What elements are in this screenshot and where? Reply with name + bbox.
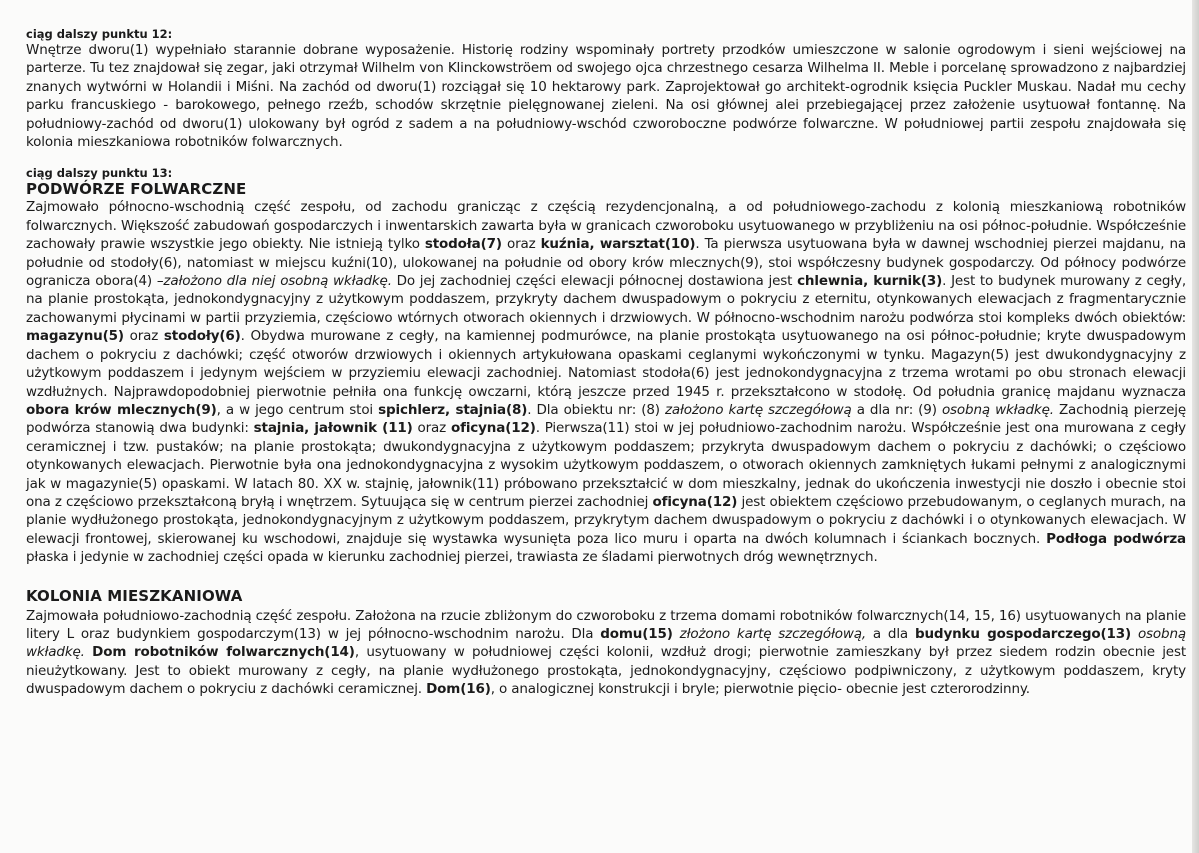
text-run: płaska i jedynie w zachodniej części opada w kierunku zachodniej pierzei, trawiasta ze śladami pierwotnych dróg wewnętrznych. [26, 549, 878, 566]
bold-text: Dom(16) [426, 681, 491, 698]
text-run: , a w jego centrum stoi [216, 401, 379, 418]
bold-text: oficyna(12) [450, 420, 536, 437]
text-run: Zajmowało północno-wschodnią część zespołu, od zachodu granicząc z częścią rezydencjonalną, a od południowego-zachodu z kolonią mieszkaniową robotników folwarcznych. Większość zabudowań gospodarczych i inwentarskich zawarta była w granicach czworoboku usytuowanego w przybliżeniu na osi północ-południe. Współcześnie zachowały prawie wszystkie jego obiekty. Nie istnieją tylko [26, 199, 1186, 253]
section-continuation-13 [26, 166, 1186, 566]
section-continuation-12 [26, 27, 1186, 151]
continuation-label-13: ciąg dalszy punktu 13: [26, 166, 173, 181]
text-run: oraz [412, 420, 451, 437]
text-run: , usytuowany w południowej części kolonii, wzdłuż drogi; pierwotnie zamieszkany był przez siedem rodzin obecnie jest nieużytkowany. Jest to obiekt murowany z cegły, na planie wydłużonego prostokąta, jednokondygnacyjny, częściowo podpiwniczony, z użytkowym poddaszem, kryty dwuspadowym dachem o pokryciu z dachówki ceramicznej. [26, 644, 1186, 698]
bold-text: budynku gospodarczego(13) [914, 625, 1132, 642]
section-kolonia [26, 587, 1186, 699]
continuation-label-12: ciąg dalszy punktu 12: [26, 27, 173, 41]
text-run: oraz [501, 236, 541, 253]
bold-text: spichlerz, stajnia(8) [378, 401, 528, 418]
italic-text: –założono dla niej osobną wkładkę. [156, 273, 392, 290]
text-run: , o analogicznej konstrukcji i bryle; pierwotnie pięcio- obecnie jest czterorodzinny. [490, 681, 1030, 698]
paragraph-podworze [26, 198, 1186, 566]
bold-text: stajnia, jałownik (11) [253, 420, 413, 437]
page-content [26, 27, 1186, 699]
paragraph-kolonia [26, 607, 1186, 699]
italic-text: założono kartę szczegółową [664, 401, 852, 418]
bold-text: kuźnia, warsztat(10) [540, 236, 696, 253]
bold-text: Podłoga podwórza [1046, 530, 1186, 547]
text-run: oraz [123, 328, 164, 345]
text-run: Do jej zachodniej części elewacji północnej dostawiona jest [391, 273, 798, 290]
italic-text: osobną wkładkę. [26, 625, 1186, 661]
text-run: . Obydwa murowane z cegły, na kamiennej podmurówce, na planie prostokąta usytuowanego na osi północ-południe; kryte dwuspadowym dachem o pokryciu z dachówki; część otworów drzwiowych i okiennych artykułowana opaskami ceglanymi wykończonymi w tynku. Magazyn(5) jest dwukondygnacyjny z użytkowym poddaszem i jedynym wejściem w przyziemiu elewacji zachodniej. Natomiast stodoła(6) jest jednokondygnacyjna z trzema wrotami po obu stronach elewacji wzdłużnych. Najprawdopodobniej pierwotnie pełniła ona funkcję owczarni, którą jeszcze przed 1945 r. przekształcono w stodołę. Od południa granicę majdanu wyznacza [26, 328, 1187, 400]
text-run: . Ta pierwsza usytuowana była w dawnej wschodniej pierzei majdanu, na południe od stodoły(6), natomiast w miejscu kuźni(10), ulokowanej na południe od obory krów mlecznych(9), stoi współczesny budynek gospodarczy. Od północy podwórze ogranicza obora(4) [26, 236, 1186, 290]
text-run: Zajmowała południowo-zachodnią część zespołu. Założona na rzucie zbliżonym do czworoboku z trzema domami robotników folwarcznych(14, 15, 16) usytuowanych na planie litery L oraz budynkiem gospodarczym(13) w jej północno-wschodnim narożu. Dla [26, 607, 1186, 642]
italic-text: osobną wkładkę. [941, 401, 1054, 418]
text-run: . Pierwsza(11) stoi w jej południowo-zachodnim narożu. Współcześnie jest ona murowana z cegły ceramicznej i tzw. pustaków; na planie prostokąta; dwukondygnacyjna z użytkowym poddaszem; przykryta dwuspadowym dachem o pokryciu z dachówki; o częściowo otynkowanych elewacjach. Pierwotnie była ona jednokondygnacyjna z wysokim użytkowym poddaszem, o otworach okiennych zamkniętych łukami pełnymi z analogicznymi jak w magazynie(5) opaskami. W latach 80. XX w. stajnię, jałownik(11) próbowano przekształcić w dom mieszkalny, jednak do ukończenia inwestycji nie doszło i obecnie stoi ona z częściowo przekształconą bryłą i wnętrzem. Sytuująca się w centrum pierzei zachodniej [26, 420, 1187, 510]
bold-text: stodoły(6) [163, 328, 241, 345]
bold-text: Dom robotników folwarcznych(14) [92, 644, 355, 661]
bold-text: domu(15) [600, 625, 673, 642]
text-run [1131, 626, 1138, 642]
text-run: jest obiektem częściowo przebudowanym, o ceglanych murach, na planie wydłużonego prostokąta, jednokondygnacyjnym z użytkowym poddaszem, przykrytym dachem dwuspadowym o pokryciu z dachówki i o otynkowanych elewacjach. W elewacji frontowej, skierowanej ku wschodowi, znajduje się wystawka wysunięta poza lico muru i oparta na dwóch kolumnach i ściankach bocznych. [26, 493, 1187, 547]
bold-text: oficyna(12) [652, 493, 738, 510]
text-run [673, 626, 680, 642]
bold-text: obora krów mlecznych(9) [26, 401, 217, 418]
paragraph-manor-interior: Wnętrze dworu(1) wypełniało starannie dobrane wyposażenie. Historię rodziny wspominały portrety przodków umieszczone w salonie ogrodowym i sieni wejściowej na parterze. Tu tez znajdował się zegar, jaki otrzymał Wilhelm von Klinckowströem od swojego ojca chrzestnego cesarza Wilhelma II. Meble i porcelanę sprowadzono z najbardziej znanych wytwórni w Holandii i Miśni. Na zachód od dworu(1) rozciągał się 10 hektarowy park. Zaprojektował go architekt-ogrodnik księcia Puckler Muskau. Nadał mu cechy parku francuskiego - barokowego, pełnego rzeźb, schodów skrzętnie pielęgnowanej zieleni. Na osi głównej alei przebiegającej przez założenie usytuował fontannę. Na południowy-zachód od dworu(1) ulokowany był ogród z sadem a na południowy-wschód czworoboczne podwórze folwarczne. W południowej partii zespołu znajdowała się kolonia mieszkaniowa robotników folwarcznych. [26, 42, 1186, 151]
heading-kolonia-mieszkaniowa: KOLONIA MIESZKANIOWA [26, 586, 243, 605]
bold-text: chlewnia, kurnik(3) [797, 273, 943, 290]
text-run: . Jest to budynek murowany z cegły, na planie prostokąta, jednokondygnacyjny z użytkowym poddaszem, przykryty dachem dwuspadowym o pokryciu z eternitu, otynkowanych elewacjach z fragmentarycznie zachowanymi płycinami w partii przyziemia, częściowo wtórnych otworach okiennych i drzwiowych. W północno-wschodnim narożu podwórza stoi kompleks dwóch obiektów: [26, 273, 1186, 326]
text-run: a dla [866, 625, 915, 642]
heading-podworze-folwarczne: PODWÓRZE FOLWARCZNE [26, 180, 247, 199]
text-run: Zachodnią pierzeję podwórza stanowią dwa budynki: [26, 401, 1187, 437]
italic-text: złożono kartę szczegółową, [679, 625, 866, 642]
bold-text: stodoła(7) [424, 236, 502, 253]
text-run: . Dla obiektu nr: (8) [527, 401, 665, 418]
bold-text: magazynu(5) [26, 328, 124, 345]
text-run: a dla nr: (9) [851, 401, 942, 418]
